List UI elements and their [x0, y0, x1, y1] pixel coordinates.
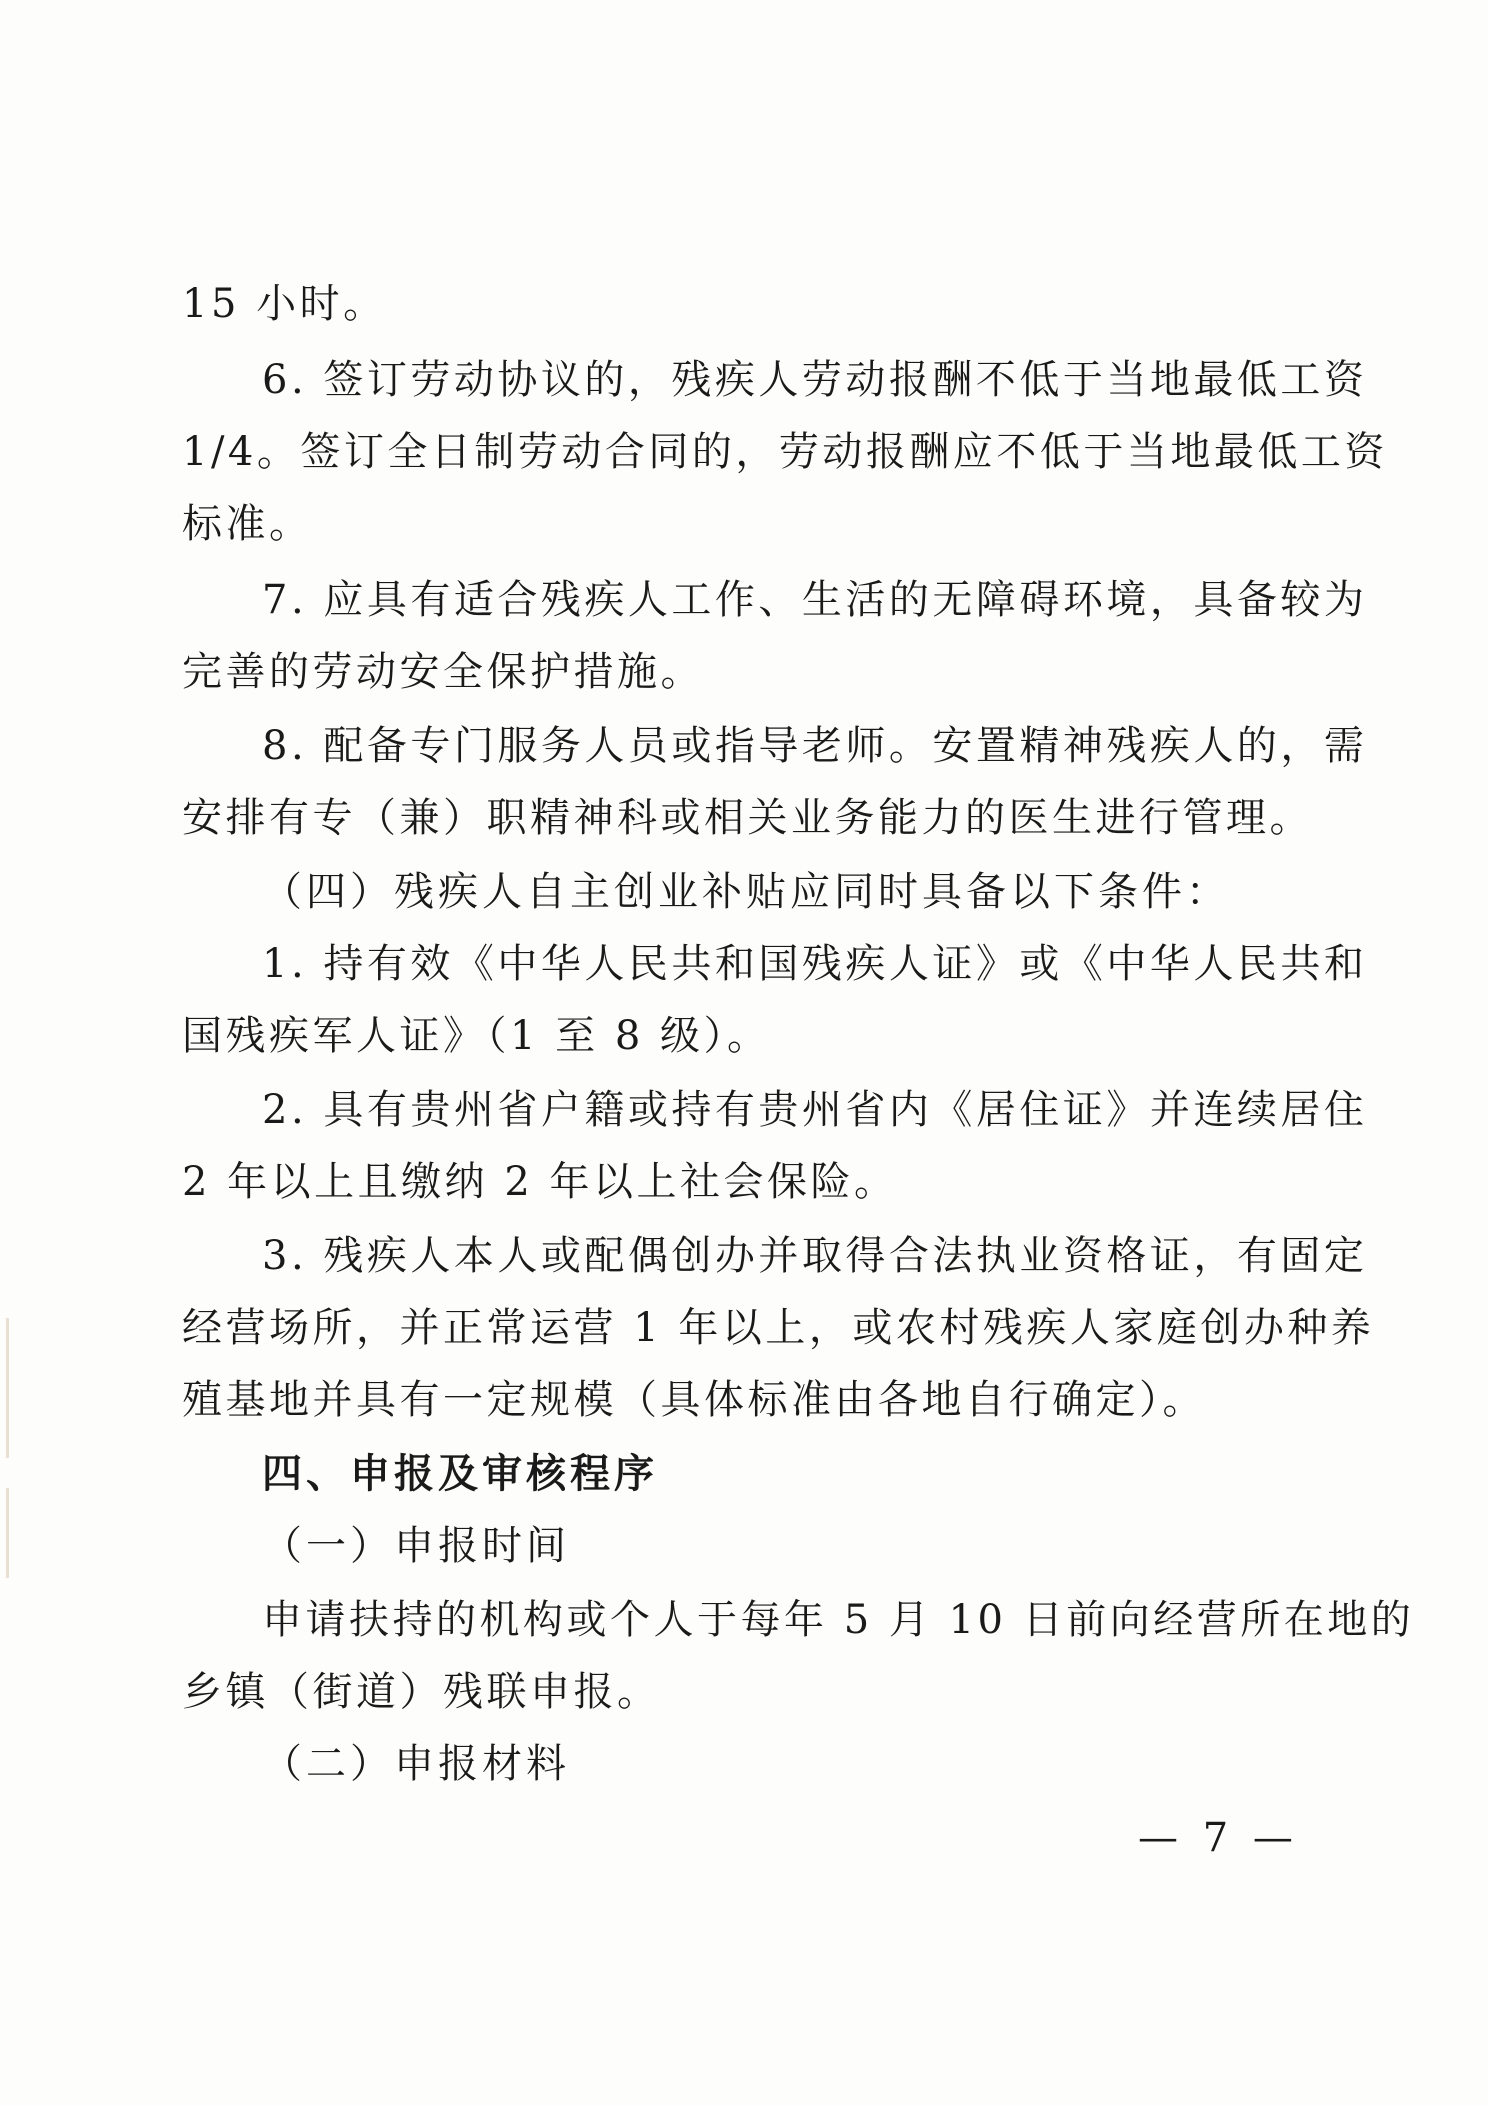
- paragraph-line: 15 小时。: [182, 281, 387, 327]
- paragraph-line: 乡镇（街道）残联申报。: [182, 1669, 661, 1715]
- paragraph-line: 安排有专（兼）职精神科或相关业务能力的医生进行管理。: [182, 795, 1313, 841]
- scan-edge-mark: [6, 1488, 9, 1578]
- paragraph-line: 申请扶持的机构或个人于每年 5 月 10 日前向经营所在地的: [262, 1597, 1415, 1643]
- section-subheading: （一）申报时间: [262, 1523, 570, 1569]
- scan-edge-mark: [6, 1318, 9, 1458]
- paragraph-line: 8. 配备专门服务人员或指导老师。安置精神残疾人的，需: [262, 723, 1368, 769]
- paragraph-line: 7. 应具有适合残疾人工作、生活的无障碍环境，具备较为: [262, 577, 1368, 623]
- section-subheading: （四）残疾人自主创业补贴应同时具备以下条件：: [262, 869, 1230, 915]
- section-heading: 四、申报及审核程序: [262, 1451, 658, 1497]
- page-number: — 7 —: [1138, 1815, 1299, 1861]
- paragraph-line: 殖基地并具有一定规模（具体标准由各地自行确定）。: [182, 1377, 1206, 1423]
- paragraph-line: 1/4。签订全日制劳动合同的，劳动报酬应不低于当地最低工资: [182, 429, 1388, 475]
- paragraph-line: 6. 签订劳动协议的，残疾人劳动报酬不低于当地最低工资: [262, 357, 1368, 403]
- paragraph-line: 完善的劳动安全保护措施。: [182, 649, 704, 695]
- paragraph-line: 经营场所，并正常运营 1 年以上，或农村残疾人家庭创办种养: [182, 1305, 1375, 1351]
- paragraph-line: 国残疾军人证》（1 至 8 级）。: [182, 1013, 771, 1059]
- paragraph-line: 1. 持有效《中华人民共和国残疾人证》或《中华人民共和: [262, 941, 1368, 987]
- paragraph-line: 2. 具有贵州省户籍或持有贵州省内《居住证》并连续居住: [262, 1087, 1368, 1133]
- section-subheading: （二）申报材料: [262, 1741, 570, 1787]
- paragraph-line: 3. 残疾人本人或配偶创办并取得合法执业资格证，有固定: [262, 1233, 1368, 1279]
- paragraph-line: 标准。: [182, 501, 313, 547]
- paragraph-line: 2 年以上且缴纳 2 年以上社会保险。: [182, 1159, 898, 1205]
